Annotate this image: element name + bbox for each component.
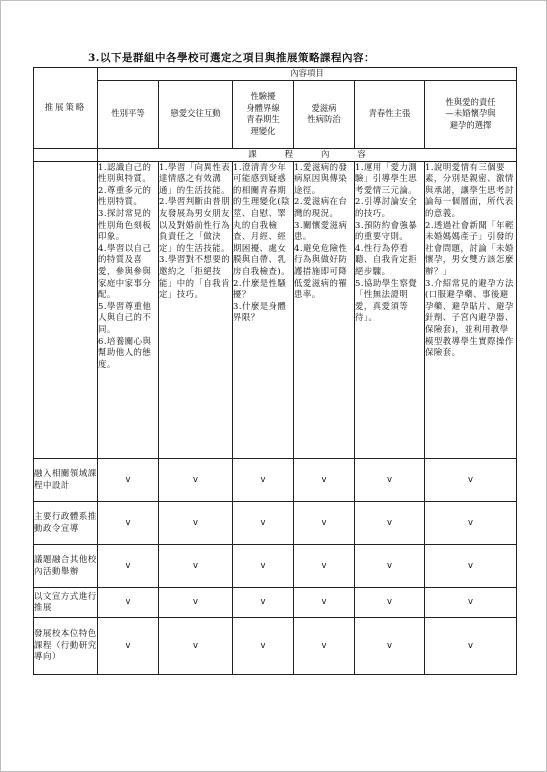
check-mark: v bbox=[233, 617, 294, 674]
strategy-row-label: 發展校本位特色課程（行動研究導向） bbox=[34, 617, 98, 674]
column-header: 性別平等 bbox=[98, 80, 159, 148]
column-header: 青春性主張 bbox=[355, 80, 425, 148]
check-mark: v bbox=[98, 501, 159, 544]
header-strategy: 推展策略 bbox=[34, 68, 98, 149]
check-mark: v bbox=[233, 501, 294, 544]
strategy-row-label: 以文宣方式進行推展 bbox=[34, 587, 98, 617]
check-mark: v bbox=[294, 544, 355, 587]
check-mark: v bbox=[294, 501, 355, 544]
check-mark: v bbox=[355, 544, 425, 587]
check-mark: v bbox=[233, 587, 294, 617]
check-mark: v bbox=[159, 501, 233, 544]
check-mark: v bbox=[355, 617, 425, 674]
check-mark: v bbox=[159, 587, 233, 617]
section-heading: 3.以下是群組中各學校可選定之項目與推展策略課程內容： bbox=[88, 52, 375, 64]
check-mark: v bbox=[425, 617, 517, 674]
check-mark: v bbox=[159, 458, 233, 501]
check-mark: v bbox=[425, 587, 517, 617]
column-header: 戀愛交往互動 bbox=[159, 80, 233, 148]
check-mark: v bbox=[355, 501, 425, 544]
course-content-label: 課 程 內 容 bbox=[98, 148, 517, 161]
course-cell-aids: 1.愛滋病的發病原因與傳染途徑。 2.愛滋病在台灣的現況。 3.關懷愛滋病患。 4.避免危險性行為與做好防護措施即可降低愛滋病的罹患率。 bbox=[294, 161, 355, 458]
check-mark: v bbox=[425, 458, 517, 501]
check-mark: v bbox=[98, 587, 159, 617]
course-cell-puberty: 1.澄清青少年可能感到疑惑的相關青春期的生理變化(陰莖、自慰、睪丸的自我檢查、月經、經期困擾、處女膜與自帶、乳房自我檢查)。 2.什麼是性騷擾？ 3.什麼是身體界限？ bbox=[233, 161, 294, 458]
check-mark: v bbox=[425, 544, 517, 587]
course-cell-youth-sexuality: 1.運用「愛力測驗」引導學生思考愛情三元論。 2.引導討論安全的技巧。 3.預防約會強暴的重要守則。 4.性行為停看聽、自我肯定拒絕步驟。 5.協助學生察覺「性無法證明愛，真愛須等待」。 bbox=[355, 161, 425, 458]
course-cell-contraception: 1.說明愛情有三個要素，分別是親密、激情與承諾，讓學生思考討論每一個層面，所代表的意義。 2.透過社會新聞「年輕未婚媽媽產子」引發的社會問題，討論「未婚懷孕，男女雙方該怎麼辦？」 3.介紹常見的避孕方法(口服避孕藥、事後避孕藥、避孕貼片、避孕針劑、子宮內避孕器、保險套)，並利用教學模型教導學生實際操作保險套。 bbox=[425, 161, 517, 458]
strategy-row-label: 議題融合其他校內活動舉辦 bbox=[34, 544, 98, 587]
check-mark: v bbox=[98, 458, 159, 501]
strategy-row-label: 主要行政體系推動政令宣導 bbox=[34, 501, 98, 544]
header-content-items: 內容項目 bbox=[98, 68, 517, 81]
check-mark: v bbox=[355, 458, 425, 501]
check-mark: v bbox=[355, 587, 425, 617]
column-header: 愛滋病 性病防治 bbox=[294, 80, 355, 148]
column-header: 性驗擾 身體界線 青春期生 理變化 bbox=[233, 80, 294, 148]
course-cell-dating: 1.學習「向異性表達情感之有效溝通」的生活技能。 2.學習判斷由普朋友發展為男女朋友以及對婚前性行為負責任之「做決定」的生活技能。 3.學習對不想要的邀約之「拒絕技能」中的「自我肯定」技巧。 bbox=[159, 161, 233, 458]
check-mark: v bbox=[294, 458, 355, 501]
course-content-blank bbox=[34, 148, 98, 161]
check-mark: v bbox=[159, 544, 233, 587]
check-mark: v bbox=[233, 544, 294, 587]
check-mark: v bbox=[233, 458, 294, 501]
course-row-blank bbox=[34, 161, 98, 458]
check-mark: v bbox=[294, 587, 355, 617]
check-mark: v bbox=[159, 617, 233, 674]
strategy-row-label: 融入相關領域課程中設計 bbox=[34, 458, 98, 501]
column-header: 性與愛的責任 —未婚懷孕與 避孕的選擇 bbox=[425, 80, 517, 148]
check-mark: v bbox=[98, 617, 159, 674]
course-cell-gender-equality: 1.認識自己的性別與特質。 2.尊重多元的性別特質。 3.探討常見的性別角色刻板印象。 4.學習以自己的特質及喜愛，參與參與家庭中家事分配。 5.學習尊重他人與自己的不同。 6.培養關心與幫助他人的態度。 bbox=[98, 161, 159, 458]
check-mark: v bbox=[425, 501, 517, 544]
check-mark: v bbox=[98, 544, 159, 587]
strategy-table bbox=[33, 67, 517, 675]
check-mark: v bbox=[294, 617, 355, 674]
